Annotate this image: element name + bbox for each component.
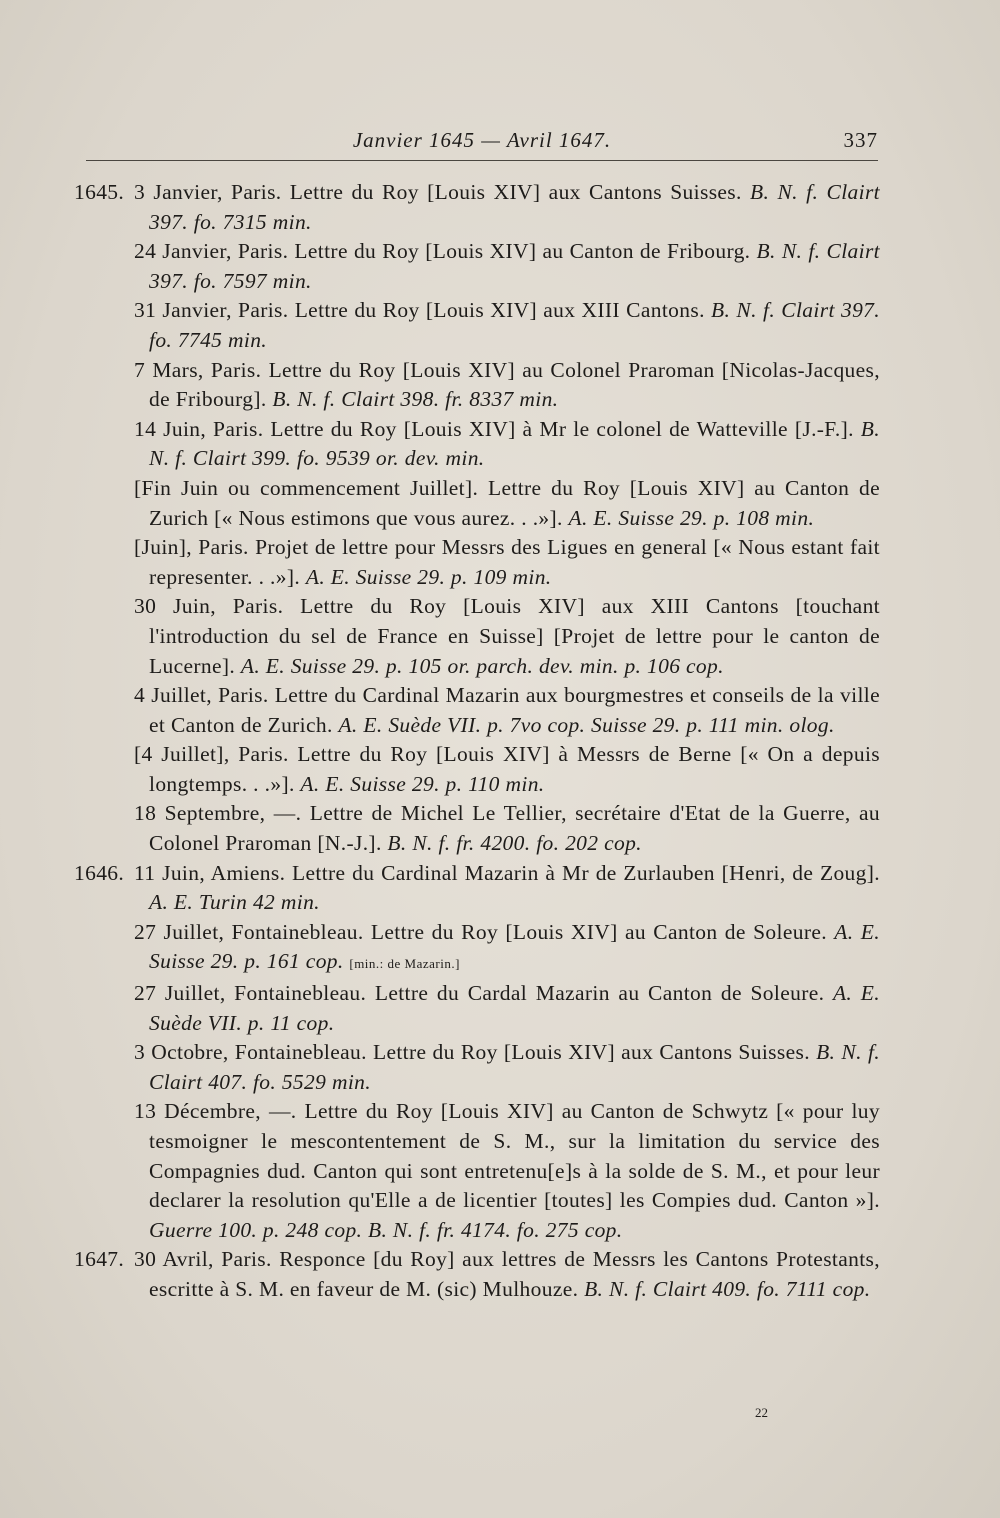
list-item: [74, 681, 880, 740]
list-item: [74, 799, 880, 858]
list-item: [74, 533, 880, 592]
page-number: 337: [843, 128, 878, 152]
entry-reference: B. N. f. fr. 4200. fo. 202 cop.: [387, 831, 642, 856]
list-item: [74, 1097, 880, 1245]
list-item: [74, 296, 880, 355]
list-item: [74, 178, 880, 237]
entry-year: 1647.: [74, 1247, 125, 1272]
entry-reference: Guerre 100. p. 248 cop. B. N. f. fr. 4174. fo. 275 cop.: [149, 1217, 623, 1242]
entry-reference: A. E. Turin 42 min.: [149, 890, 320, 915]
entry-reference: A. E. Suisse 29. p. 110 min.: [300, 771, 545, 796]
entry-reference: B. N. f. Clairt 407. fo. 5529 min.: [149, 1040, 880, 1094]
entry-text: 30 Avril, Paris. Responce [du Roy] aux lettres de Messrs les Cantons Protestants, escritte à S. M. en faveur de M. (sic) Mulhouze.: [134, 1247, 880, 1301]
list-item: [74, 979, 880, 1038]
entry-note: [min.: de Mazarin.]: [349, 956, 460, 972]
list-item: [74, 237, 880, 296]
entry-text: 24 Janvier, Paris. Lettre du Roy [Louis XIV] au Canton de Fribourg.: [134, 239, 757, 264]
entry-text: 3 Octobre, Fontainebleau. Lettre du Roy [Louis XIV] aux Cantons Suisses.: [134, 1040, 817, 1065]
entry-year: 1646.: [74, 860, 125, 885]
entry-text: 7 Mars, Paris. Lettre du Roy [Louis XIV] au Colonel Praroman [Nicolas-Jacques, de Fribourg].: [134, 357, 880, 412]
entry-text: [4 Juillet], Paris. Lettre du Roy [Louis XIV] à Messrs de Berne [« On a depuis longtemps. . .»].: [134, 742, 880, 796]
entry-text: 11 Juin, Amiens. Lettre du Cardinal Mazarin à Mr de Zurlauben [Henri, de Zoug].: [134, 860, 880, 885]
entry-text: 18 Septembre, —. Lettre de Michel Le Tellier, secrétaire d'Etat de la Guerre, au Colonel Praroman [N.-J.].: [134, 801, 880, 856]
list-item: [74, 356, 880, 415]
entry-text: [Juin], Paris. Projet de lettre pour Messrs des Ligues en general [« Nous estant fait representer. . .»].: [134, 535, 880, 589]
entry-reference: A. E. Suède VII. p. 7vo cop. Suisse 29. p. 111 min. olog.: [338, 712, 835, 737]
list-item: [74, 740, 880, 799]
entry-reference: B. N. f. Clairt 397. fo. 7315 min.: [149, 180, 880, 234]
entry-text: 4 Juillet, Paris. Lettre du Cardinal Mazarin aux bourgmestres et conseils de la ville et Canton de Zurich.: [134, 683, 880, 737]
entry-reference: A. E. Suède VII. p. 11 cop.: [149, 981, 880, 1035]
entry-reference: B. N. f. Clairt 398. fr. 8337 min.: [272, 387, 559, 412]
list-item: [74, 859, 880, 918]
list-item: [74, 415, 880, 474]
entry-reference: A. E. Suisse 29. p. 108 min.: [568, 505, 815, 530]
entry-reference: A. E. Suisse 29. p. 105 or. parch. dev. min. p. 106 cop.: [240, 653, 724, 678]
list-item: [74, 918, 880, 979]
list-item: [74, 592, 880, 681]
header-rule: [86, 160, 878, 161]
running-head: [86, 128, 878, 160]
entry-year: 1645.: [74, 180, 125, 204]
entry-text: 27 Juillet, Fontainebleau. Lettre du Roy [Louis XIV] au Canton de Soleure.: [134, 919, 835, 944]
entry-reference: A. E. Suisse 29. p. 109 min.: [305, 564, 552, 589]
entry-text: 27 Juillet, Fontainebleau. Lettre du Cardal Mazarin au Canton de Soleure.: [134, 981, 833, 1006]
entry-text: 3 Janvier, Paris. Lettre du Roy [Louis XIV] aux Cantons Suisses.: [134, 180, 751, 204]
entry-text: 31 Janvier, Paris. Lettre du Roy [Louis XIV] aux XIII Cantons.: [134, 298, 711, 323]
entry-text: [Fin Juin ou commencement Juillet]. Lettre du Roy [Louis XIV] au Canton de Zurich [« Nous estimons que vous aurez. . .»].: [134, 475, 880, 530]
entry-reference: B. N. f. Clairt 397. fo. 7745 min.: [149, 298, 880, 352]
entry-text: 14 Juin, Paris. Lettre du Roy [Louis XIV] à Mr le colonel de Watteville [J.-F.].: [134, 416, 861, 441]
list-item: [74, 1245, 880, 1304]
list-item: [74, 474, 880, 533]
entry-reference: A. E. Suisse 29. p. 161 cop.: [149, 919, 880, 974]
running-title: Janvier 1645 — Avril 1647.: [352, 128, 612, 152]
signature-mark: 22: [755, 1405, 768, 1420]
entry-list: [74, 178, 880, 1305]
entry-reference: B. N. f. Clairt 397. fo. 7597 min.: [149, 239, 880, 293]
list-item: [74, 1038, 880, 1097]
entry-text: 30 Juin, Paris. Lettre du Roy [Louis XIV] aux XIII Cantons [touchant l'introduction du sel de France en Suisse] [Projet de lettre pour le canton de Lucerne].: [134, 594, 880, 678]
entry-text: 13 Décembre, —. Lettre du Roy [Louis XIV] au Canton de Schwytz [« pour luy tesmoigner le mescontentement de S. M., sur la limitation du service des Compagnies dud. Canton qui sont entretenu[e]s à la solde de S. M., et pour leur declarer la resolution qu'Elle a de licentier [toutes] les Compies dud. Canton »].: [134, 1099, 880, 1213]
entry-reference: B. N. f. Clairt 399. fo. 9539 or. dev. min.: [149, 416, 880, 471]
entry-reference: B. N. f. Clairt 409. fo. 7111 cop.: [584, 1276, 871, 1301]
